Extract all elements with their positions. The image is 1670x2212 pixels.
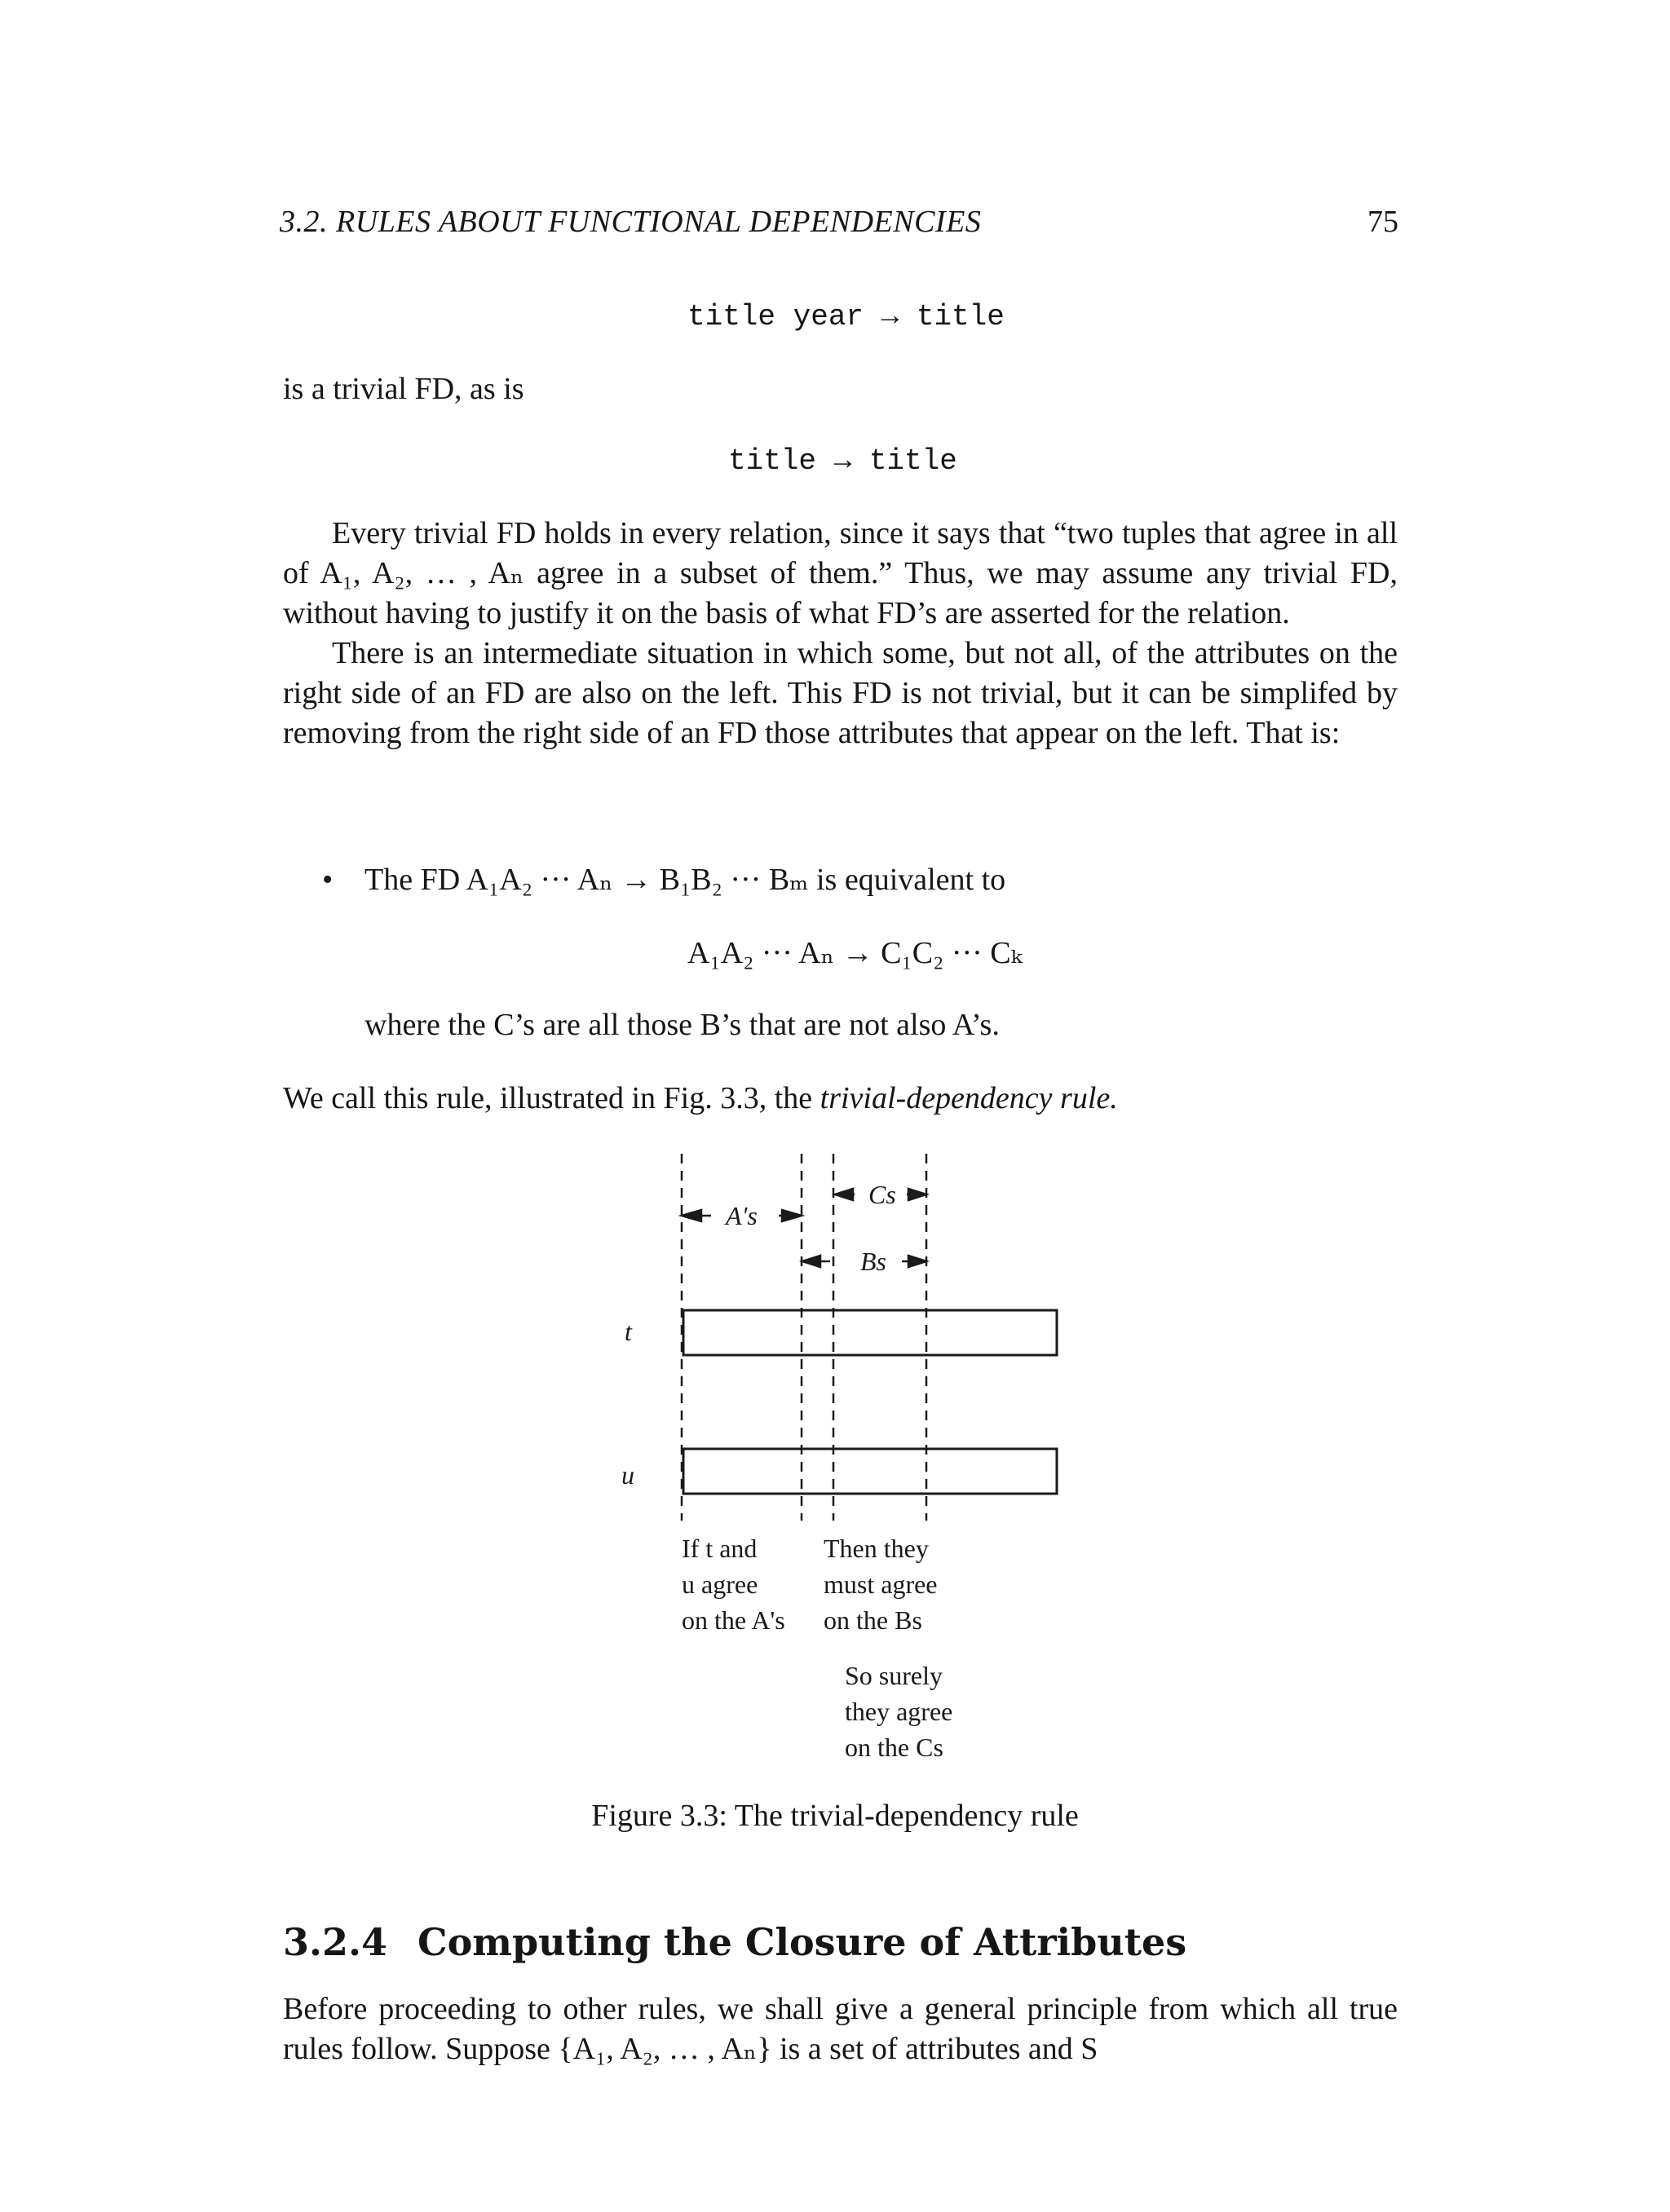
rule-sentence-text: We call this rule, illustrated in Fig. 3.3, the [283,1081,820,1115]
note-agree-as: If t and u agree on the A's [682,1534,785,1635]
label-u: u [621,1460,634,1490]
figure-caption: Figure 3.3: The trivial-dependency rule [591,1799,1079,1833]
final-paragraph: Before proceeding to other rules, we shall give a general principle from which all true rules follow. Suppose {A₁, A₂, … , Aₙ} is a set of attributes and S [283,1992,1398,2066]
tuple-u-bar [683,1449,1057,1494]
running-head: 3.2. RULES ABOUT FUNCTIONAL DEPENDENCIES [280,205,982,239]
page-header [280,204,1398,253]
note-agree-cs: So surely they agree on the Cs [845,1661,953,1762]
bullet-where: where the C’s are all those B’s that are not also A’s. [364,1008,1000,1042]
bullet-lead: The FD A₁A₂ ··· Aₙ → B₁B₂ ··· Bₘ is equivalent to [364,863,1006,897]
body-paragraphs [283,514,1398,753]
fd-example-2: title → title [728,444,957,478]
label-cs: Cs [868,1180,896,1209]
rule-name: trivial-dependency rule. [820,1081,1118,1115]
tuple-t-bar [683,1310,1057,1355]
label-bs: Bs [860,1247,886,1276]
rule-sentence [283,1079,1118,1119]
label-as: A's [726,1201,758,1230]
bullet-dot-icon: • [322,863,334,897]
page-number: 75 [1367,205,1398,239]
bullet-formula: A₁A₂ ··· Aₙ → C₁C₂ ··· Cₖ [687,936,1023,970]
fd-example-1: title year → title [687,300,1005,333]
paragraph-trivial-fd: Every trivial FD holds in every relation, since it says that “two tuples that agree in all of A₁, A₂, … , Aₙ agree in a subset of them.” Thus, we may assume any trivial FD, without having to justify it on the basis of what FD’s are asserted for the relation. [283,516,1398,630]
section-heading [283,1920,1398,1964]
is-trivial-text: is a trivial FD, as is [283,372,524,406]
section-title: Computing the Closure of Attributes [418,1920,1187,1964]
note-agree-bs: Then they must agree on the Bs [824,1534,938,1635]
paragraph-intermediate: There is an intermediate situation in which some, but not all, of the attributes on the right side of an FD are also on the left. This FD is not trivial, but it can be simplifed by removing from the right side of an FD those attributes that appear on the left. That is: [283,636,1398,750]
trivial-dependency-diagram [571,1154,1142,1790]
label-t: t [625,1317,632,1346]
section-number: 3.2.4 [283,1920,388,1964]
